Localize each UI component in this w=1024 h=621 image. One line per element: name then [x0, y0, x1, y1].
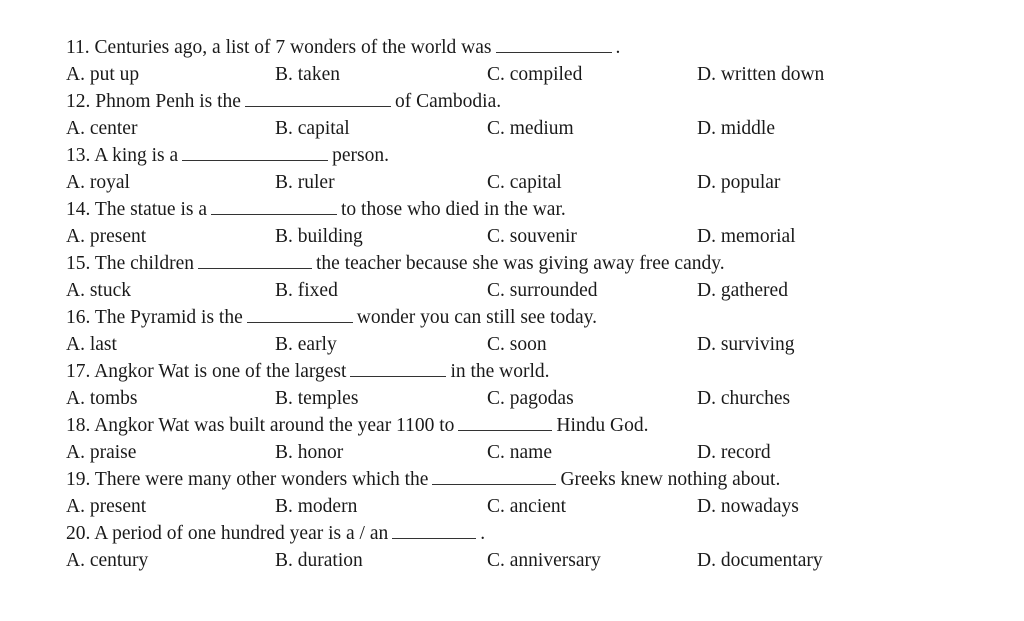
answer-blank	[198, 250, 312, 269]
question-number: 17.	[66, 361, 91, 382]
question-text: A period of one hundred year is a / an	[94, 523, 389, 544]
question-15	[66, 250, 966, 277]
option-a: A. praise	[66, 442, 137, 463]
option-c: C. ancient	[487, 496, 567, 517]
question-13	[66, 142, 966, 169]
option-a: A. put up	[66, 64, 140, 85]
answer-blank	[392, 520, 476, 539]
option-b: B. temples	[275, 388, 359, 409]
option-b: B. taken	[275, 64, 340, 85]
question-number: 11.	[66, 37, 90, 58]
option-a: A. stuck	[66, 280, 131, 301]
options-row	[66, 223, 966, 250]
question-text: Phnom Penh is the	[95, 91, 241, 112]
question-list	[66, 34, 966, 574]
question-number: 19.	[66, 469, 91, 490]
question-18	[66, 412, 966, 439]
option-b: B. honor	[275, 442, 344, 463]
question-text-continued: Greeks knew nothing about.	[560, 469, 781, 490]
answer-blank	[458, 412, 552, 431]
option-a: A. center	[66, 118, 138, 139]
question-17	[66, 358, 966, 385]
option-d: D. written down	[697, 64, 825, 85]
option-c: C. capital	[487, 172, 562, 193]
option-d: D. popular	[697, 172, 781, 193]
option-d: D. surviving	[697, 334, 795, 355]
answer-blank	[432, 466, 556, 485]
answer-blank	[350, 358, 446, 377]
question-text-continued: of Cambodia.	[394, 91, 502, 112]
question-14	[66, 196, 966, 223]
option-b: B. ruler	[275, 172, 335, 193]
question-text-continued: the teacher because she was giving away free candy.	[316, 253, 725, 274]
options-row	[66, 439, 966, 466]
question-text-continued: person.	[332, 145, 390, 166]
option-d: D. gathered	[697, 280, 788, 301]
question-text: Centuries ago, a list of 7 wonders of the world was	[94, 37, 492, 58]
answer-blank	[211, 196, 337, 215]
option-a: A. last	[66, 334, 117, 355]
question-number: 18.	[66, 415, 91, 436]
question-text-continued: Hindu God.	[556, 415, 649, 436]
option-d: D. record	[697, 442, 771, 463]
question-20	[66, 520, 966, 547]
option-a: A. royal	[66, 172, 130, 193]
option-c: C. anniversary	[487, 550, 601, 571]
option-b: B. modern	[275, 496, 358, 517]
option-c: C. medium	[487, 118, 574, 139]
question-text: The children	[94, 253, 194, 274]
option-a: A. tombs	[66, 388, 138, 409]
question-number: 15.	[66, 253, 91, 274]
options-row	[66, 547, 966, 574]
options-row	[66, 331, 966, 358]
question-text-continued: wonder you can still see today.	[356, 307, 598, 328]
option-b: B. building	[275, 226, 363, 247]
option-d: D. nowadays	[697, 496, 799, 517]
question-number: 14.	[66, 199, 91, 220]
options-row	[66, 493, 966, 520]
question-text: A king is a	[94, 145, 179, 166]
option-b: B. early	[275, 334, 337, 355]
question-number: 16.	[66, 307, 91, 328]
question-16	[66, 304, 966, 331]
option-d: D. memorial	[697, 226, 796, 247]
question-text-continued: to those who died in the war.	[341, 199, 566, 220]
option-c: C. soon	[487, 334, 547, 355]
option-c: C. surrounded	[487, 280, 598, 301]
option-c: C. pagodas	[487, 388, 574, 409]
question-12	[66, 88, 966, 115]
options-row	[66, 115, 966, 142]
option-a: A. present	[66, 226, 147, 247]
question-number: 20.	[66, 523, 91, 544]
option-c: C. name	[487, 442, 552, 463]
question-text-continued: in the world.	[450, 361, 550, 382]
option-c: C. souvenir	[487, 226, 577, 247]
question-text: There were many other wonders which the	[94, 469, 429, 490]
options-row	[66, 277, 966, 304]
options-row	[66, 61, 966, 88]
answer-blank	[245, 88, 391, 107]
option-d: D. churches	[697, 388, 791, 409]
option-a: A. century	[66, 550, 149, 571]
option-d: D. middle	[697, 118, 775, 139]
question-text: Angkor Wat is one of the largest	[94, 361, 347, 382]
answer-blank	[496, 34, 612, 53]
options-row	[66, 169, 966, 196]
question-11	[66, 34, 966, 61]
option-d: D. documentary	[697, 550, 823, 571]
question-text-continued: .	[480, 523, 486, 544]
answer-blank	[182, 142, 328, 161]
option-b: B. fixed	[275, 280, 338, 301]
options-row	[66, 385, 966, 412]
option-b: B. duration	[275, 550, 363, 571]
question-text-continued: .	[615, 37, 621, 58]
option-b: B. capital	[275, 118, 350, 139]
question-text: Angkor Wat was built around the year 1100 to	[94, 415, 455, 436]
option-a: A. present	[66, 496, 147, 517]
question-19	[66, 466, 966, 493]
question-number: 13.	[66, 145, 91, 166]
question-number: 12.	[66, 91, 91, 112]
question-text: The statue is a	[94, 199, 207, 220]
option-c: C. compiled	[487, 64, 583, 85]
answer-blank	[247, 304, 353, 323]
question-text: The Pyramid is the	[94, 307, 243, 328]
